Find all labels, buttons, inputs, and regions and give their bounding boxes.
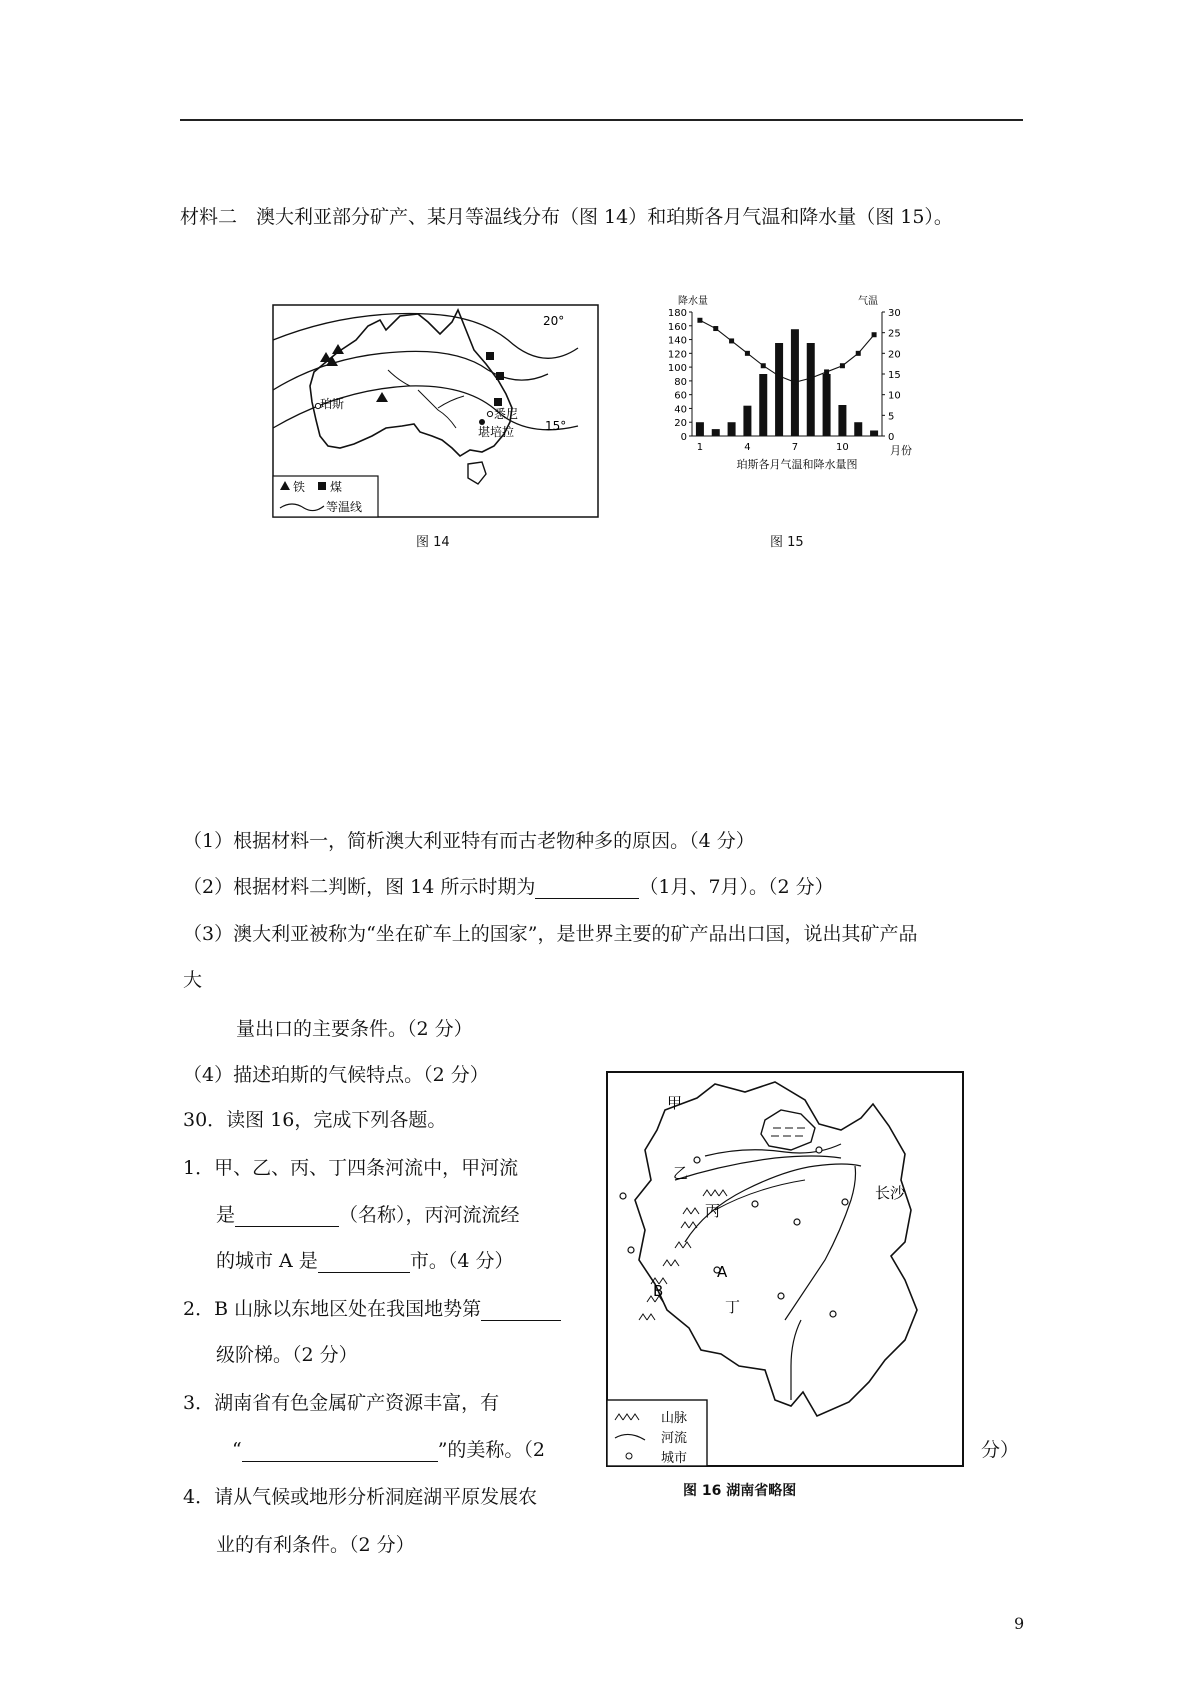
precipitation-bar	[759, 374, 767, 436]
sub-1-line2	[216, 1203, 520, 1227]
figure-16-caption: 图 16 湖南省略图	[683, 1483, 797, 1499]
question-3-cont: 量出口的主要条件。（2 分）	[236, 1018, 473, 1040]
y-tick-label: 60	[674, 390, 687, 402]
isotherm-15-label: 15°	[545, 419, 567, 433]
answer-blank-q2[interactable]	[535, 878, 639, 899]
question-3: （3）澳大利亚被称为“坐在矿车上的国家”，是世界主要的矿产品出口国，说出其矿产品	[183, 923, 918, 945]
answer-blank-step[interactable]	[481, 1300, 561, 1321]
y2-tick-label: 10	[888, 390, 901, 402]
sub-3-points-tail: 分）	[981, 1439, 1020, 1461]
coal-marker	[496, 372, 504, 380]
sydney-label: 悉尼	[494, 407, 519, 421]
temperature-point	[777, 374, 782, 379]
sub-2-line1	[183, 1297, 561, 1321]
temperature-point	[872, 332, 877, 337]
y2-tick-label: 25	[888, 328, 901, 340]
city-dot	[778, 1293, 784, 1299]
temperature-point	[808, 376, 813, 381]
label-ding: 丁	[725, 1298, 741, 1316]
label-bing: 丙	[705, 1202, 721, 1220]
legend-isotherm: 等温线	[326, 500, 363, 514]
figure-14-map	[268, 300, 608, 525]
temperature-point	[713, 326, 718, 331]
y-tick-label: 0	[680, 432, 687, 443]
x-tick-label: 10	[836, 442, 849, 453]
figure-15-caption: 图 15	[770, 535, 804, 550]
sub-2-text: 2．B 山脉以东地区处在我国地势第	[183, 1298, 482, 1320]
label-changsha: 长沙	[875, 1184, 906, 1202]
sub-1-text-d: 市。（4 分）	[409, 1250, 514, 1272]
sub-2-line2: 级阶梯。（2 分）	[216, 1344, 358, 1366]
answer-blank-city[interactable]	[318, 1252, 410, 1273]
figure-16-map	[605, 1070, 967, 1472]
precipitation-bar	[775, 343, 783, 436]
precipitation-bar	[728, 422, 736, 436]
city-dot	[816, 1147, 822, 1153]
sub-1-line3	[216, 1249, 513, 1273]
material2-text: 材料二 澳大利亚部分矿产、某月等温线分布（图 14）和珀斯各月气温和降水量（图 15）。	[180, 206, 953, 228]
map-legend	[607, 1400, 707, 1466]
perth-label: 珀斯	[320, 397, 345, 411]
y-tick-label: 40	[674, 404, 687, 416]
precipitation-bar	[712, 429, 720, 436]
y2-tick-label: 30	[888, 308, 901, 319]
sub-3-quote-open: “	[232, 1439, 242, 1461]
city-dot	[628, 1247, 634, 1253]
legend-mountain: 山脉	[661, 1411, 688, 1426]
y2-tick-label: 15	[888, 370, 901, 381]
y2-axis-label: 气温	[858, 296, 878, 307]
question-2	[183, 875, 834, 899]
chart-title: 珀斯各月气温和降水量图	[736, 458, 858, 471]
label-jia: 甲	[667, 1094, 683, 1112]
sydney-dot	[487, 411, 492, 416]
sub-3-line1: 3．湖南省有色金属矿产资源丰富，有	[183, 1392, 500, 1414]
sub-4-line1: 4．请从气候或地形分析洞庭湖平原发展农	[183, 1486, 538, 1508]
answer-blank-river[interactable]	[235, 1206, 339, 1227]
question-3-wrap: 大	[183, 969, 203, 991]
y-tick-label: 80	[674, 376, 687, 388]
changsha-dot	[842, 1199, 848, 1205]
y-tick-label: 20	[674, 418, 687, 430]
precipitation-bar	[743, 406, 751, 436]
temperature-point	[856, 351, 861, 356]
x-tick-label: 4	[744, 442, 751, 453]
sub-3-text: ”的美称。（2	[437, 1439, 546, 1461]
city-dot	[694, 1157, 700, 1163]
page-number: 9	[1014, 1614, 1025, 1633]
label-b: B	[653, 1282, 664, 1300]
y2-tick-label: 5	[888, 411, 895, 423]
city-dot	[830, 1311, 836, 1317]
precipitation-bar	[854, 422, 862, 436]
answer-blank-title[interactable]	[242, 1441, 438, 1462]
header-rule	[180, 119, 1023, 121]
sub-4-line2: 业的有利条件。（2 分）	[216, 1534, 415, 1556]
city-dot	[620, 1193, 626, 1199]
temperature-point	[840, 363, 845, 368]
y-tick-label: 160	[667, 321, 687, 333]
sub-1-text-c: 的城市 A 是	[216, 1250, 318, 1272]
canberra-label: 堪培拉	[478, 425, 515, 439]
legend-city-icon	[626, 1453, 632, 1459]
question-2-options: （1月、7月）。（2 分）	[639, 876, 834, 898]
temperature-point	[697, 318, 702, 323]
precipitation-bar	[696, 422, 704, 436]
precipitation-bar	[838, 405, 846, 436]
temperature-point	[792, 380, 797, 385]
precipitation-bar	[870, 430, 878, 436]
temperature-point	[745, 351, 750, 356]
y-tick-label: 180	[667, 308, 687, 319]
precipitation-bar	[823, 374, 831, 436]
city-dot	[794, 1219, 800, 1225]
figure-15-chart	[660, 290, 930, 520]
legend-coal: 煤	[330, 480, 343, 494]
label-a: A	[717, 1263, 728, 1281]
temperature-point	[824, 369, 829, 374]
question-30: 30．读图 16，完成下列各题。	[183, 1109, 447, 1131]
figure-14-caption: 图 14	[416, 535, 450, 550]
sub-1-line1: 1．甲、乙、丙、丁四条河流中，甲河流	[183, 1157, 519, 1179]
legend-city: 城市	[661, 1451, 688, 1466]
legend-iron: 铁	[293, 480, 306, 494]
coal-marker	[494, 398, 502, 406]
temperature-point	[761, 363, 766, 368]
city-dot	[752, 1201, 758, 1207]
sub-1-text-a: 是	[216, 1204, 236, 1226]
x-axis-label: 月份	[890, 444, 912, 457]
y2-tick-label: 0	[888, 432, 895, 443]
question-1: （1）根据材料一，简析澳大利亚特有而古老物种多的原因。（4 分）	[183, 830, 755, 852]
y-tick-label: 140	[667, 335, 687, 347]
legend-river: 河流	[661, 1431, 688, 1446]
y-axis-label: 降水量	[678, 296, 708, 307]
x-tick-label: 7	[791, 442, 799, 453]
label-yi: 乙	[673, 1164, 689, 1182]
y-tick-label: 100	[667, 363, 687, 375]
temperature-line	[700, 320, 874, 382]
question-4: （4）描述珀斯的气候特点。（2 分）	[183, 1064, 489, 1086]
sub-3-line2	[232, 1438, 545, 1462]
x-tick-label: 1	[696, 442, 704, 453]
y2-tick-label: 20	[888, 349, 901, 361]
isotherm-20-label: 20°	[543, 314, 565, 328]
sub-1-text-b: （名称），丙河流流经	[339, 1204, 520, 1226]
coal-marker	[486, 352, 494, 360]
y-tick-label: 120	[667, 349, 687, 361]
temperature-point	[729, 338, 734, 343]
precipitation-bar	[807, 343, 815, 436]
question-2-text: （2）根据材料二判断，图 14 所示时期为	[183, 876, 536, 898]
legend-coal-icon	[318, 482, 326, 490]
